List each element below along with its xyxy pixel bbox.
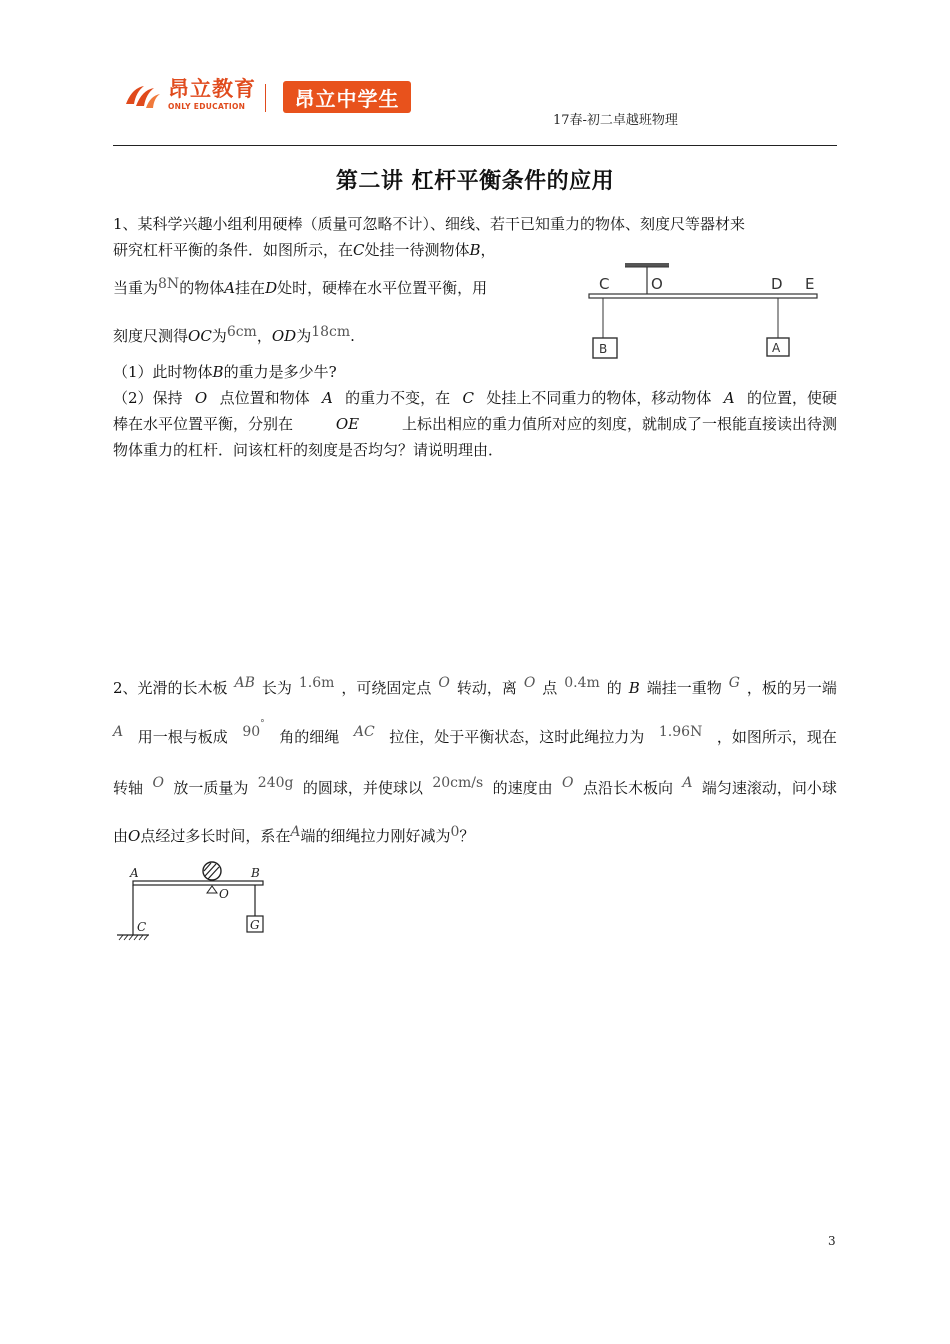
fig1-label-e: E (805, 275, 815, 293)
q2-line-2: A 用一根与板成 90° 角的细绳 AC 拉住，处于平衡状态，这时此绳拉力为 1.96N ，如图所示，现在 (113, 719, 837, 746)
q1-part-1: （1）此时物体B的重力是多少牛? (113, 363, 337, 381)
q2-line-1: 2、光滑的长木板 AB 长为 1.6m ，可绕固定点 O 转动，离 O 点 0.4m 的 B 端挂一重物 G ，板的另一端 (113, 675, 837, 697)
page-number: 3 (828, 1234, 836, 1248)
fig1-label-b: B (599, 342, 608, 356)
fig1-label-c: C (599, 275, 610, 293)
q2-line-4: 由O点经过多长时间，系在A端的细绳拉力刚好减为0？ (113, 824, 475, 845)
logo-divider (265, 84, 266, 112)
fig1-label-o: O (651, 275, 663, 293)
fig1-label-a: A (772, 341, 781, 355)
q1-line-4: 刻度尺测得OC为6cm，OD为18cm. (113, 324, 355, 345)
fig2-label-a: A (130, 866, 139, 880)
q1-part-2-line-1: （2）保持 O 点位置和物体 A 的重力不变，在 C 处挂上不同重力的物体，移动物体 A 的位置，使硬 (113, 389, 837, 407)
logo-en-text: ONLY EDUCATION (168, 102, 246, 112)
fig2-label-g: G (250, 918, 260, 932)
q1-part-2-line-2: 棒在水平位置平衡，分别在 OE 上标出相应的重力值所对应的刻度，就制成了一根能直接读出待测 (113, 415, 837, 433)
logo-cn-text: 昂立教育 (168, 77, 256, 102)
q1-part-2-line-3: 物体重力的杠杆．问该杠杆的刻度是否均匀？请说明理由． (113, 441, 504, 459)
logo (122, 78, 256, 112)
course-label: 17春-初二卓越班物理 (553, 113, 678, 128)
logo-badge: 昂立中学生 (283, 81, 411, 113)
logo-swoosh-icon (122, 78, 162, 112)
q2-line-3: 转轴 O 放一质量为 240g 的圆球，并使球以 20cm/s 的速度由 O 点沿长木板向 A 端匀速滚动，问小球 (113, 775, 837, 797)
lever-figure-1 (585, 258, 825, 364)
fig1-label-d: D (771, 275, 783, 293)
fig2-label-b: B (251, 866, 260, 880)
fig2-label-o: O (219, 887, 229, 901)
q1-line-3: 当重为8N的物体A挂在D处时，硬棒在水平位置平衡，用 (113, 276, 488, 297)
q1-line-1: 1、某科学兴趣小组利用硬棒（质量可忽略不计）、细线、若干已知重力的物体、刻度尺等器材来 (113, 215, 746, 233)
header-rule (113, 145, 837, 146)
fig2-label-c: C (137, 920, 147, 934)
q1-line-2: 研究杠杆平衡的条件．如图所示，在C处挂一待测物体B， (113, 241, 496, 259)
page-title: 第二讲 杠杆平衡条件的应用 (335, 169, 615, 194)
lever-figure-2 (115, 858, 275, 944)
